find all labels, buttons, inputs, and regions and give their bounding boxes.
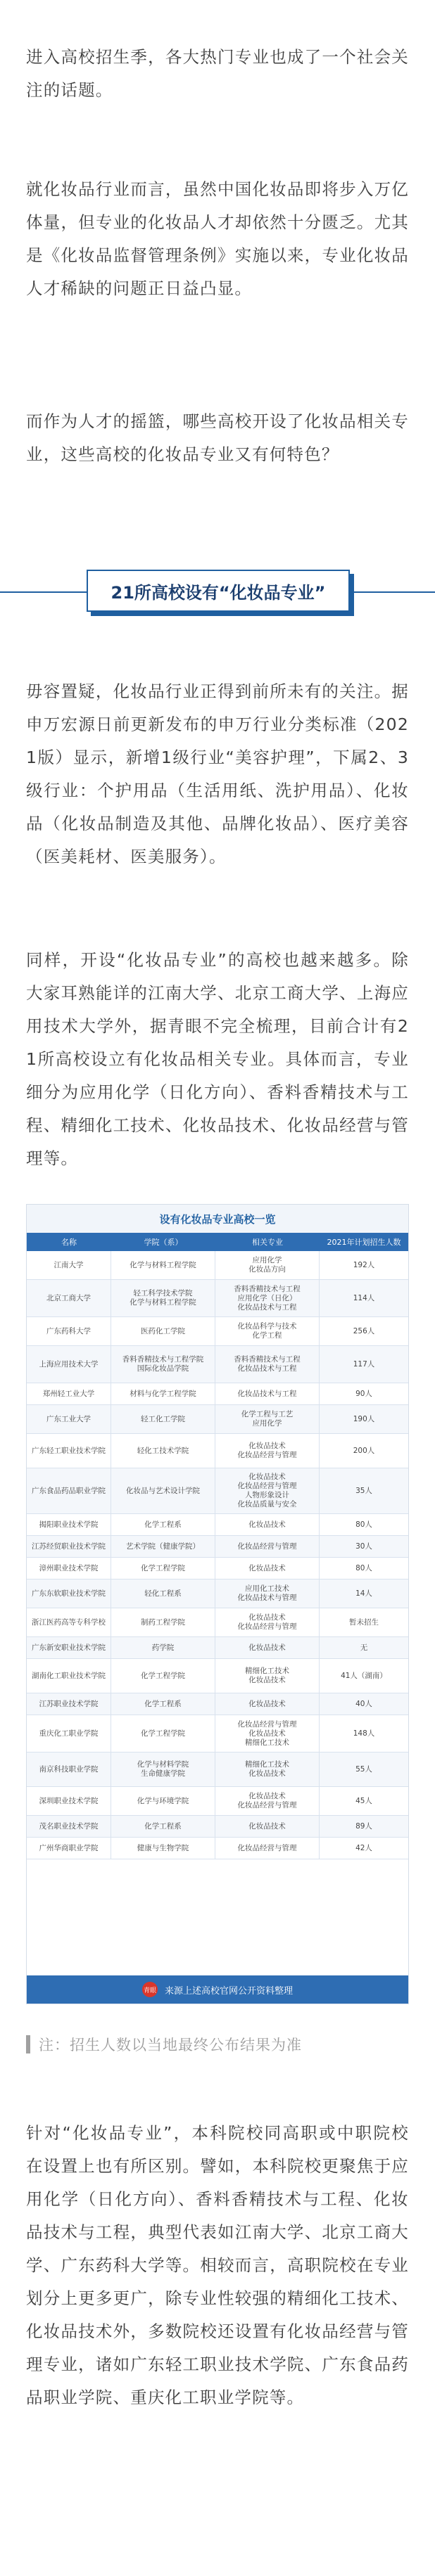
university-table-image (26, 1204, 409, 2004)
table-cell: 40人 (355, 1699, 372, 1708)
table-cell: 化学工程系 (111, 1693, 215, 1715)
table-row (27, 1280, 408, 1317)
table-cell: 化妆品技术 (215, 1558, 320, 1579)
table-cell: 香料香精技术与工程 化妆品技术与工程 (215, 1346, 320, 1383)
table-cell: 化妆品技术 (215, 1816, 320, 1837)
table-cell: 化妆品技术 (215, 1514, 320, 1535)
table-cell: 化妆品技术与工程 (215, 1383, 320, 1404)
table-cell: 北京工商大学 (27, 1280, 111, 1316)
table-cell: 茂名职业技术学院 (27, 1816, 111, 1837)
table-row (27, 1536, 408, 1558)
table-cell: 江苏职业技术学院 (27, 1693, 111, 1715)
table-cell: 化妆品经营与管理 (215, 1536, 320, 1557)
table-cell: 揭阳职业技术学院 (27, 1514, 111, 1535)
section-divider-left (0, 591, 99, 593)
table-cell: 化学与材料工程学院 (111, 1251, 215, 1279)
table-row (27, 1693, 408, 1715)
table-cell: 192人 (353, 1260, 375, 1269)
table-cell: 30人 (355, 1542, 372, 1551)
table-cell: 化学工程系 (111, 1816, 215, 1837)
table-cell: 应用化工技术 化妆品技术与管理 (215, 1579, 320, 1608)
table-cell: 上海应用技术大学 (27, 1346, 111, 1383)
table-cell: 化妆品技术 化妆品经营与管理 (215, 1608, 320, 1636)
table-header-name: 名称 (61, 1238, 77, 1247)
table-title: 设有化妆品专业高校一览 (27, 1205, 408, 1233)
qingyan-logo-icon: 青眼 (142, 1982, 158, 1997)
table-cell: 89人 (355, 1821, 372, 1831)
table-cell: 114人 (353, 1293, 375, 1302)
table-row (27, 1838, 408, 1859)
table-row (27, 1752, 408, 1787)
table-cell: 化妆品技术 (215, 1693, 320, 1715)
table-cell: 轻化工技术学院 (111, 1434, 215, 1468)
table-row (27, 1251, 408, 1280)
table-body (27, 1251, 408, 1859)
table-cell: 广州华商职业学院 (27, 1838, 111, 1859)
section-heading-title: 21所高校设有“化妆品专业” (87, 570, 350, 612)
table-cell: 湖南化工职业技术学院 (27, 1659, 111, 1693)
table-header-school: 学院（系） (144, 1238, 183, 1247)
table-cell: 化妆品经营与管理 化妆品技术 精细化工技术 (215, 1715, 320, 1752)
table-cell: 化妆品科学与技术 化学工程 (215, 1317, 320, 1345)
table-cell: 化妆品与艺术设计学院 (111, 1468, 215, 1513)
paragraph-industry: 就化妆品行业而言，虽然中国化妆品即将步入万亿体量，但专业的化妆品人才却依然十分匮乏。尤其是《化妆品监督管理条例》实施以来，专业化妆品人才稀缺的问题正日益凸显。 (26, 179, 409, 298)
table-cell: 148人 (353, 1729, 375, 1738)
table-header (27, 1233, 408, 1251)
table-cell: 117人 (353, 1359, 375, 1369)
table-cell: 广东东软职业技术学院 (27, 1579, 111, 1608)
table-cell: 41人（湖南） (341, 1671, 387, 1680)
table-cell: 55人 (355, 1764, 372, 1774)
table-row (27, 1637, 408, 1659)
table-cell: 14人 (355, 1589, 372, 1598)
table-cell: 256人 (353, 1326, 375, 1335)
table-cell: 健康与生物学院 (111, 1838, 215, 1859)
table-cell: 制药工程学院 (111, 1608, 215, 1636)
table-cell: 化学工程系 (111, 1514, 215, 1535)
paragraph-intro: 进入高校招生季，各大热门专业也成了一个社会关注的话题。 (26, 47, 409, 100)
paragraph-attention: 毋容置疑，化妆品行业正得到前所未有的关注。据申万宏源日前更新发布的申万行业分类标准（2021版）显示，新增1级行业“美容护理”，下属2、3级行业：个护用品（生活用纸、洗护用品）、化妆品（化妆品制造及其他、品牌化妆品）、医疗美容（医美耗材、医美服务）。 (26, 681, 409, 866)
table-row (27, 1579, 408, 1608)
table-cell: 南京科技职业学院 (27, 1752, 111, 1786)
table-cell: 42人 (355, 1843, 372, 1852)
table-cell: 轻工科学技术学院 化学与材料工程学院 (111, 1280, 215, 1316)
table-cell: 深圳职业技术学院 (27, 1787, 111, 1815)
note-text: 注：招生人数以当地最终公布结果为准 (39, 2037, 302, 2053)
table-cell: 广东药科大学 (27, 1317, 111, 1345)
table-row (27, 1514, 408, 1536)
table-cell: 浙江医药高等专科学校 (27, 1608, 111, 1636)
table-cell: 精细化工技术 化妆品技术 (215, 1752, 320, 1786)
table-cell: 190人 (353, 1414, 375, 1423)
table-cell: 广东轻工职业技术学院 (27, 1434, 111, 1468)
table-row (27, 1405, 408, 1434)
table-cell: 化妆品技术 (215, 1637, 320, 1658)
table-row (27, 1383, 408, 1405)
table-cell: 化学工程学院 (111, 1715, 215, 1752)
table-cell: 香料香精技术与工程学院 国际化妆品学院 (111, 1346, 215, 1383)
table-header-major: 相关专业 (252, 1238, 283, 1247)
table-row (27, 1558, 408, 1579)
paragraph-differences: 针对“化妆品专业”，本科院校同高职或中职院校在设置上也有所区别。譬如，本科院校更聚焦于应用化学（日化方向）、香料香精技术与工程、化妆品技术与工程，典型代表如江南大学、北京工商大学、广东药科大学等。相较而言，高职院校在专业划分上更多更广，除专业性较强的精细化工技术、化妆品技术外，多数院校还设置有化妆品经营与管理专业，诸如广东轻工职业技术学院、广东食品药品职业学院、重庆化工职业学院等。 (26, 2123, 409, 2407)
table-cell: 广东工业大学 (27, 1405, 111, 1433)
table-cell: 化学与环境学院 (111, 1787, 215, 1815)
table-row (27, 1468, 408, 1514)
table-cell: 轻化工程系 (111, 1579, 215, 1608)
paragraph-majors: 同样，开设“化妆品专业”的高校也越来越多。除大家耳熟能详的江南大学、北京工商大学、上海应用技术大学外，据青眼不完全梳理，目前合计有21所高校设立有化妆品相关专业。具体而言，专业细分为应用化学（日化方向）、香料香精技术与工程、精细化工技术、化妆品技术、化妆品经营与管理等。 (26, 950, 409, 1168)
table-row (27, 1346, 408, 1383)
table-cell: 医药化工学院 (111, 1317, 215, 1345)
table-cell: 45人 (355, 1796, 372, 1805)
table-cell: 80人 (355, 1563, 372, 1572)
table-cell: 江南大学 (27, 1251, 111, 1279)
table-cell: 轻工化工学院 (111, 1405, 215, 1433)
note-bar (26, 2035, 30, 2053)
table-cell: 广东新安职业技术学院 (27, 1637, 111, 1658)
table-cell: 化学工程与工艺 应用化学 (215, 1405, 320, 1433)
table-cell: 化妆品技术 化妆品经营与管理 (215, 1787, 320, 1815)
table-cell: 应用化学 化妆品方向 (215, 1251, 320, 1279)
table-cell: 江苏经贸职业技术学院 (27, 1536, 111, 1557)
table-cell: 化学工程学院 (111, 1558, 215, 1579)
table-cell: 90人 (355, 1389, 372, 1398)
table-cell: 80人 (355, 1520, 372, 1529)
table-source-footer (27, 1975, 408, 2004)
table-cell: 精细化工技术 化妆品技术 (215, 1659, 320, 1693)
table-cell: 药学院 (111, 1637, 215, 1658)
table-cell: 郑州轻工业大学 (27, 1383, 111, 1404)
table-cell: 暂未招生 (349, 1617, 379, 1627)
paragraph-question: 而作为人才的摇篮，哪些高校开设了化妆品相关专业，这些高校的化妆品专业又有何特色？ (26, 411, 409, 464)
table-row (27, 1715, 408, 1752)
table-cell: 化学与材料学院 生命健康学院 (111, 1752, 215, 1786)
table-row (27, 1608, 408, 1637)
table-row (27, 1659, 408, 1693)
table-cell: 重庆化工职业学院 (27, 1715, 111, 1752)
table-source-text: 来源上述高校官网公开资料整理 (164, 1985, 293, 1997)
table-cell: 化妆品技术 化妆品经营与管理 人物形象设计 化妆品质量与安全 (215, 1468, 320, 1513)
table-row (27, 1787, 408, 1816)
table-row (27, 1317, 408, 1346)
table-cell: 化妆品经营与管理 (215, 1838, 320, 1859)
section-heading (87, 570, 354, 616)
table-cell: 广东食品药品职业学院 (27, 1468, 111, 1513)
table-cell: 化学工程学院 (111, 1659, 215, 1693)
table-cell: 艺术学院（健康学院） (111, 1536, 215, 1557)
enrollment-note (26, 2034, 409, 2055)
table-cell: 35人 (355, 1486, 372, 1495)
table-cell: 200人 (353, 1446, 375, 1455)
table-cell: 香料香精技术与工程 应用化学（日化） 化妆品技术与工程 (215, 1280, 320, 1316)
table-cell: 化妆品技术 化妆品经营与管理 (215, 1434, 320, 1468)
table-cell: 漳州职业技术学院 (27, 1558, 111, 1579)
table-cell: 材料与化学工程学院 (111, 1383, 215, 1404)
table-header-enrollment: 2021年计划招生人数 (327, 1238, 401, 1247)
table-row (27, 1816, 408, 1838)
table-row (27, 1434, 408, 1468)
table-cell: 无 (360, 1643, 368, 1652)
